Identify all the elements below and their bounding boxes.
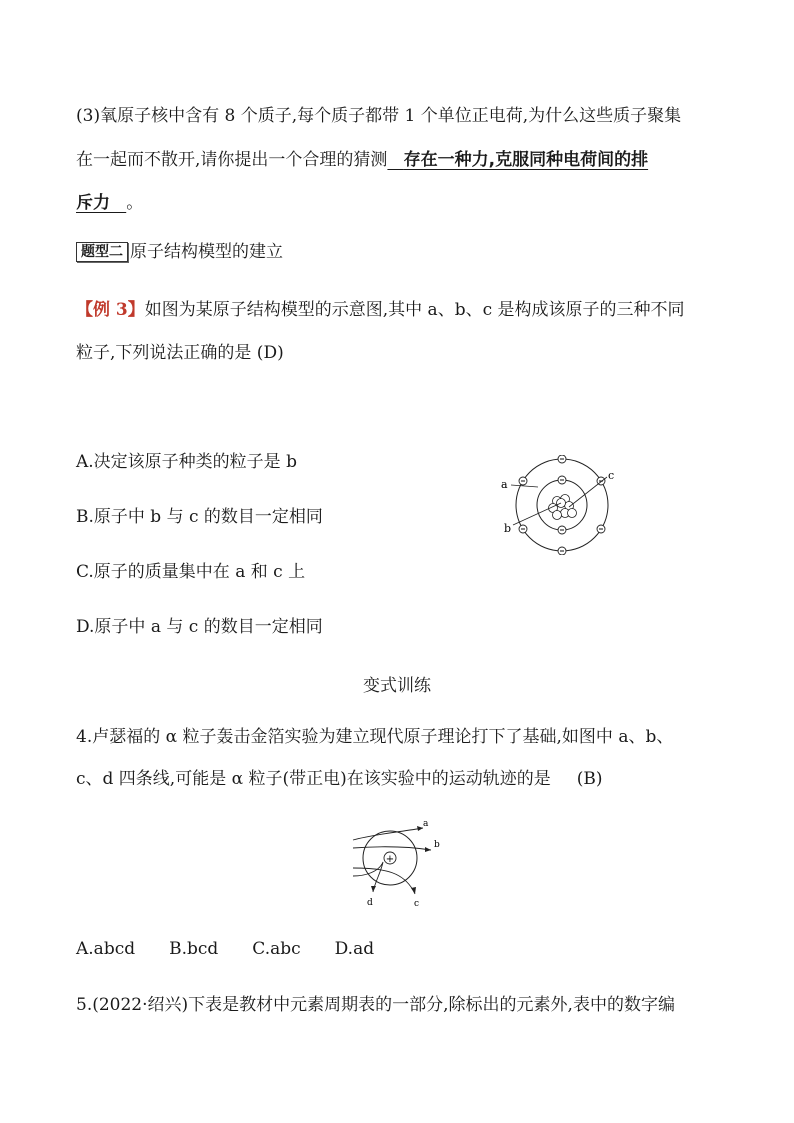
- q3-period: 。: [126, 193, 144, 213]
- rutherford-figure: [345, 816, 455, 912]
- example-tag: 【例 3】: [76, 300, 145, 320]
- q4-option-d: D.ad: [334, 939, 375, 959]
- label-b: b: [504, 522, 512, 535]
- q3-prompt: 在一起而不散开,请你提出一个合理的猜测: [76, 150, 388, 170]
- example3-line-2: 粒子,下列说法正确的是 (D): [76, 343, 284, 363]
- q3-line-1: (3)氧原子核中含有 8 个质子,每个质子都带 1 个单位正电荷,为什么这些质子聚集: [76, 106, 682, 126]
- section-header: [76, 240, 283, 264]
- example3-line-1: [76, 298, 685, 322]
- q4-line-1: 4.卢瑟福的 α 粒子轰击金箔实验为建立现代原子理论打下了基础,如图中 a、b、: [76, 727, 674, 747]
- q4-options: [76, 937, 374, 961]
- q3-line-3: [76, 191, 143, 215]
- label-a: a: [501, 478, 508, 491]
- option-c: C.原子的质量集中在 a 和 c 上: [76, 562, 306, 582]
- nucleus-sign: +: [385, 854, 395, 865]
- track-label-d: d: [367, 898, 373, 908]
- option-a: A.决定该原子种类的粒子是 b: [76, 452, 297, 472]
- q3-line-2: [76, 148, 648, 172]
- q4-option-a: A.abcd: [76, 939, 136, 959]
- answer-blank-lead: [387, 150, 403, 170]
- track-c: [353, 868, 415, 894]
- q4-option-c: C.abc: [252, 939, 301, 959]
- pointer-c: [569, 477, 607, 507]
- label-c: c: [608, 469, 615, 482]
- option-b: B.原子中 b 与 c 的数目一定相同: [76, 507, 323, 527]
- q4-option-b: B.bcd: [169, 939, 219, 959]
- q4-text-2: c、d 四条线,可能是 α 粒子(带正电)在该实验中的运动轨迹的是: [76, 769, 551, 789]
- q3-answer-part2: 斥力: [76, 193, 110, 213]
- answer-blank-tail: [110, 193, 126, 213]
- q4-line-2: [76, 767, 603, 791]
- q4-answer: (B): [576, 769, 603, 789]
- option-d: D.原子中 a 与 c 的数目一定相同: [76, 617, 323, 637]
- track-label-a: a: [423, 819, 429, 829]
- practice-heading: 变式训练: [363, 676, 431, 696]
- section-title: 原子结构模型的建立: [130, 242, 283, 262]
- section-tag: 题型二: [76, 242, 128, 262]
- example3-text-1: 如图为某原子结构模型的示意图,其中 a、b、c 是构成该原子的三种不同: [144, 300, 685, 320]
- pointer-a: [511, 485, 538, 487]
- q5-line-1: 5.(2022·绍兴)下表是教材中元素周期表的一部分,除标出的元素外,表中的数字编: [76, 995, 675, 1015]
- track-label-b: b: [434, 840, 440, 850]
- track-label-c: c: [414, 899, 420, 909]
- track-a: [353, 828, 423, 840]
- atom-model-figure: [495, 455, 625, 555]
- track-d: [353, 862, 383, 892]
- q3-answer-part1: 存在一种力,克服同种电荷间的排: [403, 150, 649, 170]
